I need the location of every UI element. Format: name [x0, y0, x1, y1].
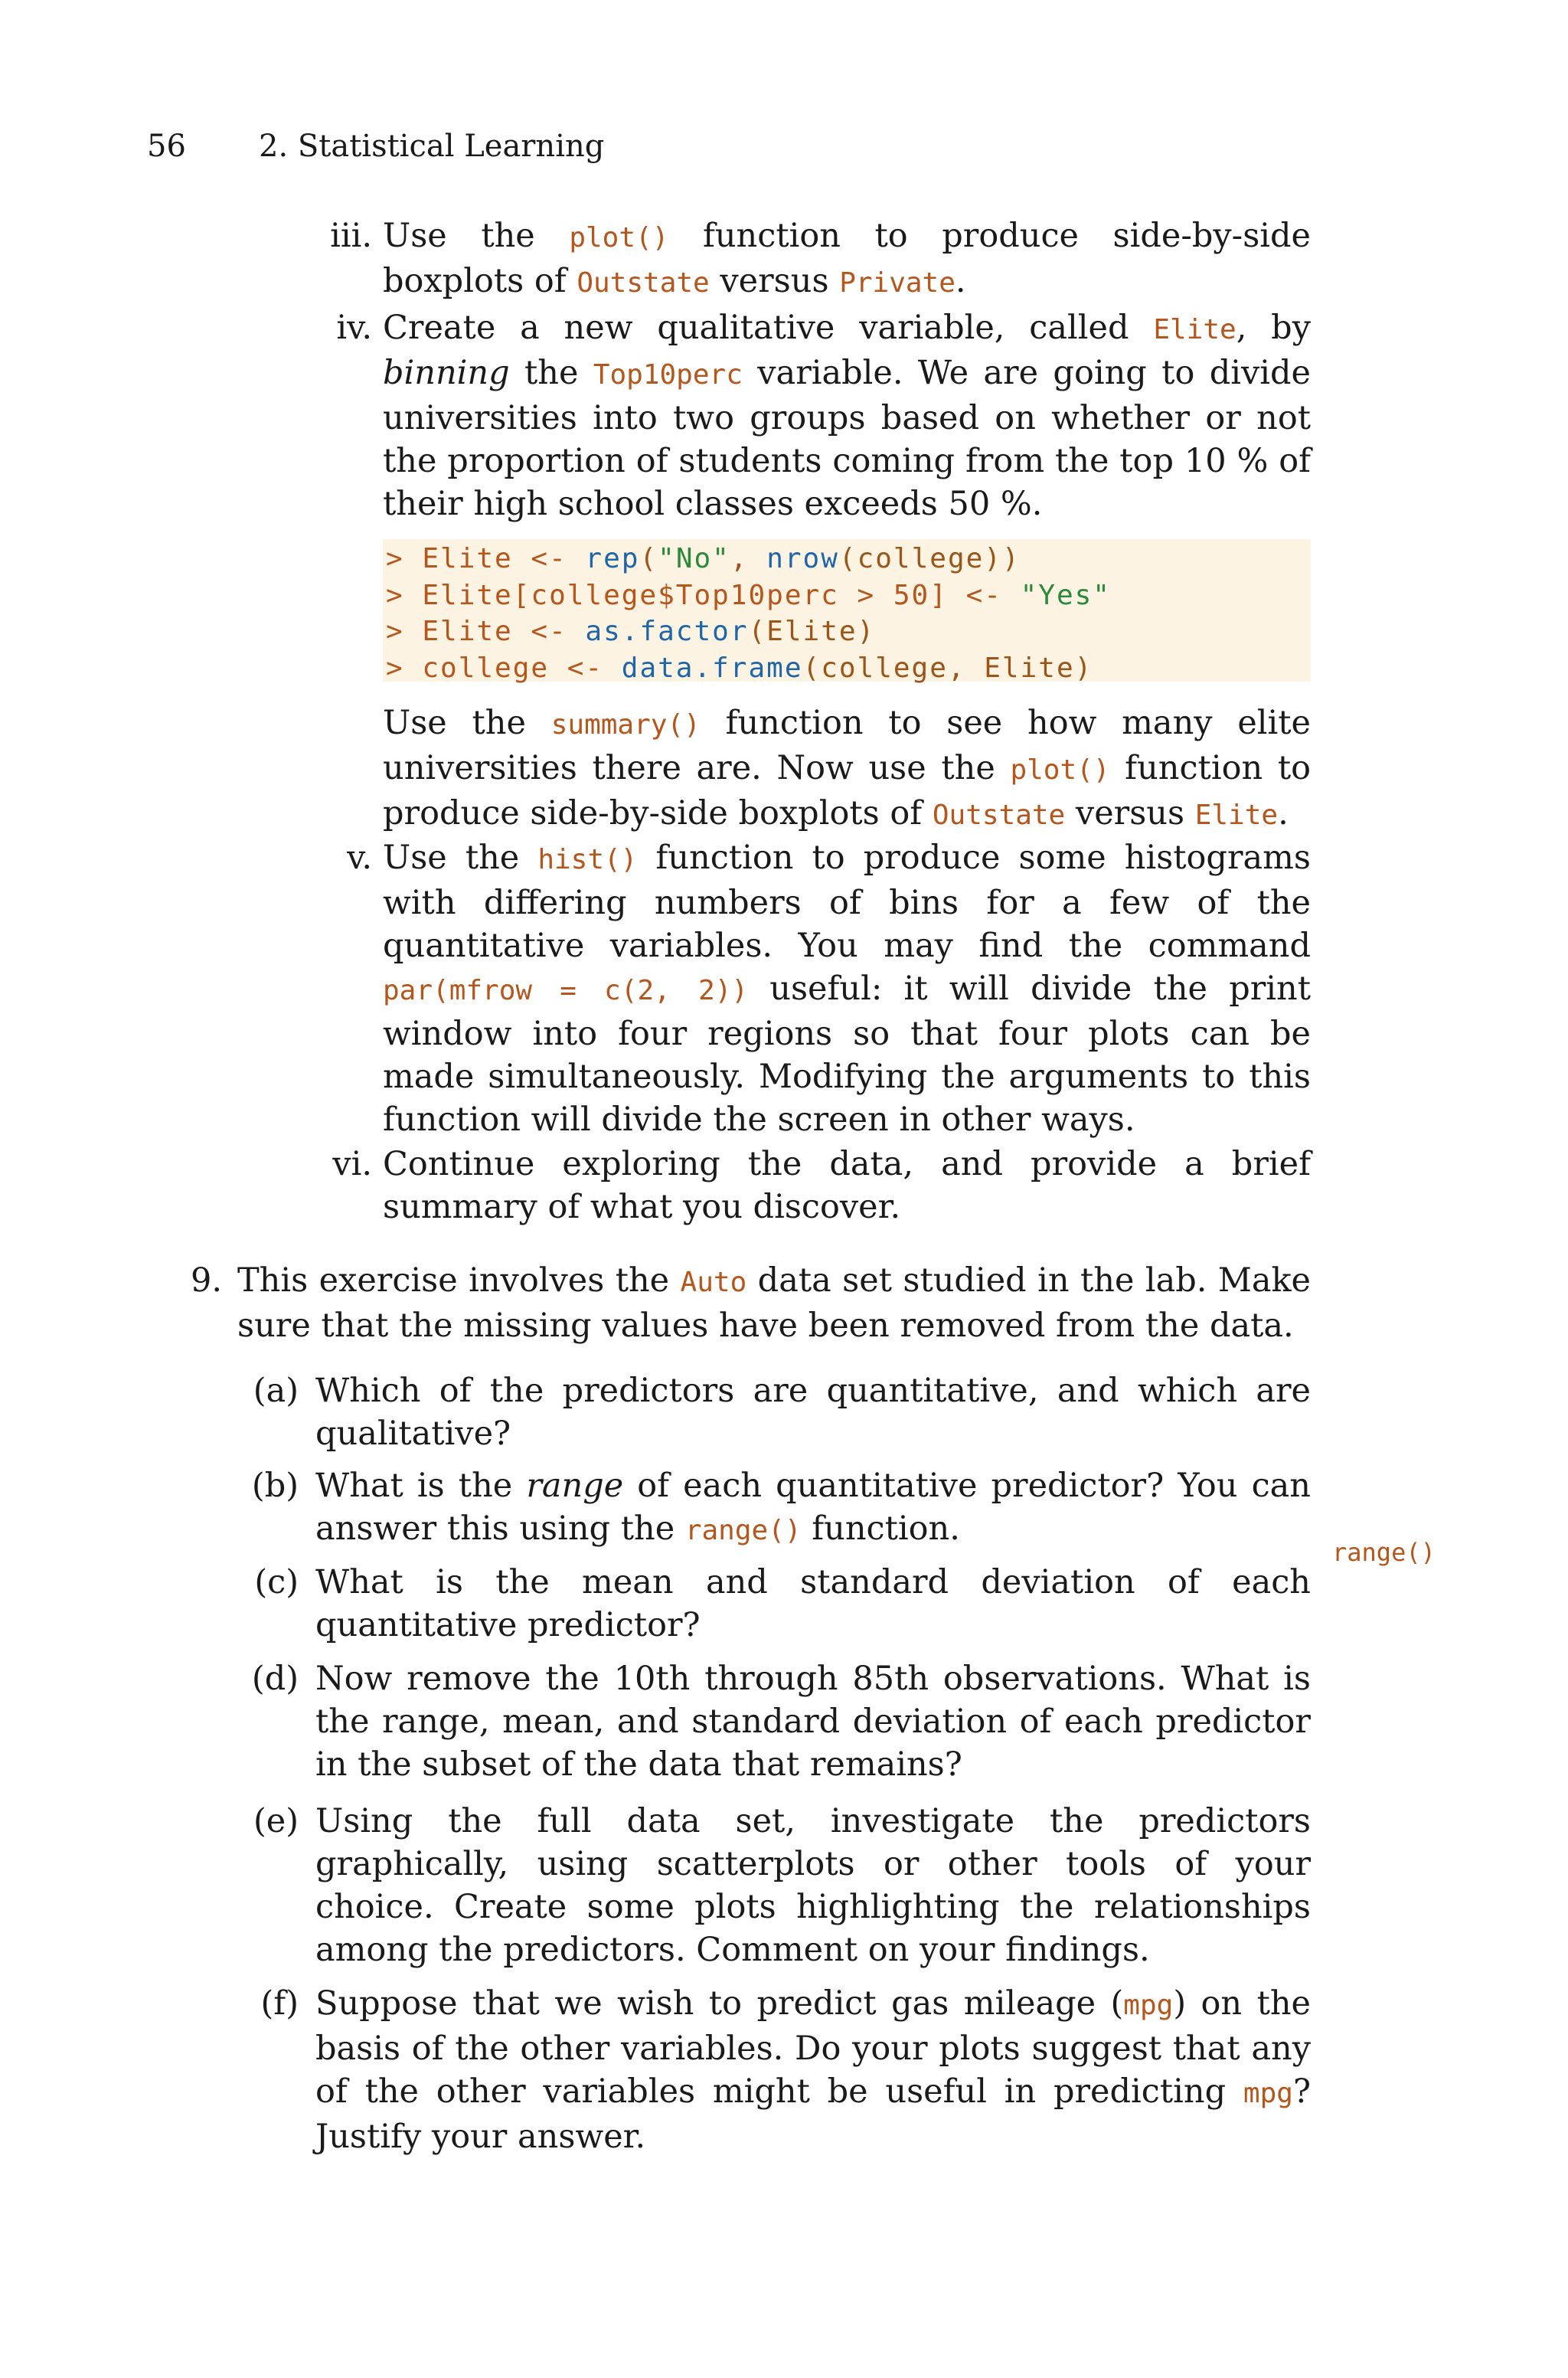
code-term: Outstate: [577, 267, 710, 299]
item-v: Use the hist() function to produce some histograms with differing numbers of bins for a few of the quantitative variables. You may find the command par(mfrow = c(2, 2)) useful: it will divide the print window into four regions so that four plots can be made simultaneously. Modifying the arguments to this function will divide the screen in other ways.: [383, 839, 1311, 1139]
item-iv-continued: Use the summary() function to see how many elite universities there are. Now use the plot() function to produce side-by-side boxplots of Outstate versus Elite.: [383, 704, 1311, 832]
code-line: > Elite <- rep("No", nrow(college)): [386, 543, 1021, 574]
item-iii: Use the plot() function to produce side-by-side boxplots of Outstate versus Private.: [383, 217, 1312, 300]
part-d: Now remove the 10th through 85th observations. What is the range, mean, and standard deviation of each predictor in the subset of the data that remains?: [315, 1660, 1311, 1784]
code-term: mpg: [1243, 2078, 1293, 2109]
part-label-c: (c): [254, 1563, 299, 1601]
code-term: Private: [839, 267, 956, 299]
code-term: par(mfrow = c(2, 2)): [383, 975, 749, 1006]
code-term: summary(): [550, 709, 701, 741]
item-label-iv: iv.: [336, 309, 372, 347]
code-term: plot(): [569, 222, 669, 254]
emphasis: range: [526, 1467, 624, 1505]
emphasis: binning: [383, 354, 510, 392]
code-block: [383, 539, 1311, 682]
part-a: Which of the predictors are quantitative, and which are qualitative?: [315, 1372, 1311, 1453]
part-b: What is the range of each quantitative predictor? You can answer this using the range() function.: [315, 1467, 1311, 1548]
code-term: Auto: [680, 1267, 747, 1298]
part-label-d: (d): [251, 1660, 299, 1698]
exercise-label: 9.: [190, 1261, 222, 1300]
code-line: > Elite[college$Top10perc > 50] <- "Yes": [386, 579, 1111, 611]
chapter-title: 2. Statistical Learning: [259, 129, 605, 164]
margin-note: range(): [1332, 1538, 1436, 1567]
running-header: [147, 129, 604, 164]
code-term: Elite: [1194, 800, 1279, 831]
code-term: hist(): [537, 844, 638, 875]
code-term: Elite: [1153, 314, 1236, 345]
code-term: range(): [684, 1515, 802, 1546]
code-term: mpg: [1123, 1990, 1174, 2021]
item-label-v: v.: [347, 839, 372, 877]
item-iv: Create a new qualitative variable, called Elite, by binning the Top10perc variable. We are going to divide universities into two groups based on whether or not the proportion of students coming from the top 10 % of their high school classes exceeds 50 %.: [383, 309, 1312, 523]
part-label-b: (b): [251, 1467, 299, 1505]
code-term: Outstate: [932, 800, 1066, 831]
part-c: What is the mean and standard deviation of each quantitative predictor?: [315, 1563, 1311, 1644]
code-line: > college <- data.frame(college, Elite): [386, 652, 1093, 684]
part-label-f: (f): [260, 1984, 299, 2023]
item-vi: Continue exploring the data, and provide a brief summary of what you discover.: [383, 1145, 1311, 1226]
part-f: Suppose that we wish to predict gas mileage (mpg) on the basis of the other variables. Do your plots suggest that any of the other variables might be useful in predicting mpg? Justify your answer.: [315, 1984, 1311, 2156]
code-term: plot(): [1010, 754, 1110, 786]
item-label-vi: vi.: [332, 1145, 372, 1183]
part-label-a: (a): [253, 1372, 299, 1410]
exercise-9-intro: This exercise involves the Auto data set studied in the lab. Make sure that the missing values have been removed from the data.: [237, 1261, 1311, 1345]
part-e: Using the full data set, investigate the predictors graphically, using scatterplots or other tools of your choice. Create some plots highlighting the relationships among the predictors. Comment on your findings.: [315, 1802, 1311, 1969]
code-term: Top10perc: [593, 359, 743, 391]
item-label-iii: iii.: [330, 217, 372, 255]
code-line: > Elite <- as.factor(Elite): [386, 616, 876, 647]
page-number: 56: [147, 129, 186, 164]
part-label-e: (e): [253, 1802, 299, 1840]
